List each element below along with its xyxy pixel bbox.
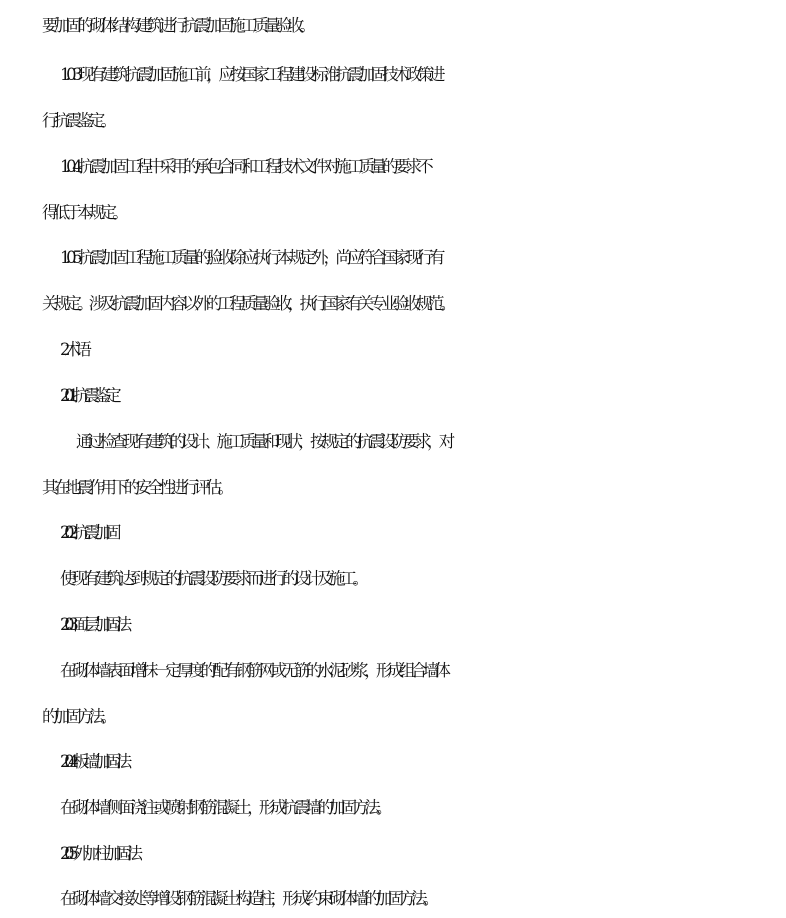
text-line: 通过检查现有建筑的设计、施工质量和现状，按规定的抗震设防要求，对 [76, 432, 451, 451]
clause-1-0-4: 1.0.4抗震加固工程中采用的承包合同和工程技术文件对施工质量的要求不 [60, 157, 429, 176]
text-line: 在砌体墙表面增抹一定厚度的配有钢筋网或无筋的水泥砂浆，形成组合墙体 [60, 661, 447, 680]
text-line: 的加固方法。 [42, 707, 113, 726]
text-line: 其在地震作用下的安全性进行评估。 [42, 478, 230, 497]
term-heading-2-0-5: 2.0.5外加柱加固法 [60, 844, 138, 863]
text-line: 使现有建筑达到规定的抗震设防要求而进行的设计及施工。 [60, 569, 365, 588]
term-heading-2-0-1: 2.0.1抗震鉴定 [60, 386, 116, 405]
text-line: 在砌体墙侧面浇注或喷射钢筋混凝土，形成抗震墙的加固方法。 [60, 798, 388, 817]
term-heading-2-0-4: 2.0.4板墙加固法 [60, 752, 127, 771]
text-line: 得低于本规定。 [42, 203, 124, 222]
text-line: 要加固的砌体结构建筑进行抗震加固施工质量验收。 [42, 16, 312, 35]
text-line: 关规定。涉及抗震加固内容以外的工程质量验收，执行国家有关专业验收规范。 [42, 294, 452, 313]
term-heading-2-0-2: 2.0.2抗震加固 [60, 523, 116, 542]
term-heading-2-0-3: 2.0.3面层加固法 [60, 615, 127, 634]
clause-1-0-5: 1.0.5抗震加固工程施工质量的验收除应执行本规定外，尚应符合国家现行有 [60, 248, 441, 267]
text-line: 在砌体墙交接处等增设钢筋混凝土构造柱，形成约束砌体墙的加固方法。 [60, 889, 435, 908]
clause-1-0-3: 1.0.3现有建筑抗震加固施工前，应按国家工程建设标准抗震加固技术政策进 [60, 65, 441, 84]
section-heading-terms: 2术语 [60, 340, 87, 359]
text-line: 行抗震鉴定。 [42, 111, 113, 130]
